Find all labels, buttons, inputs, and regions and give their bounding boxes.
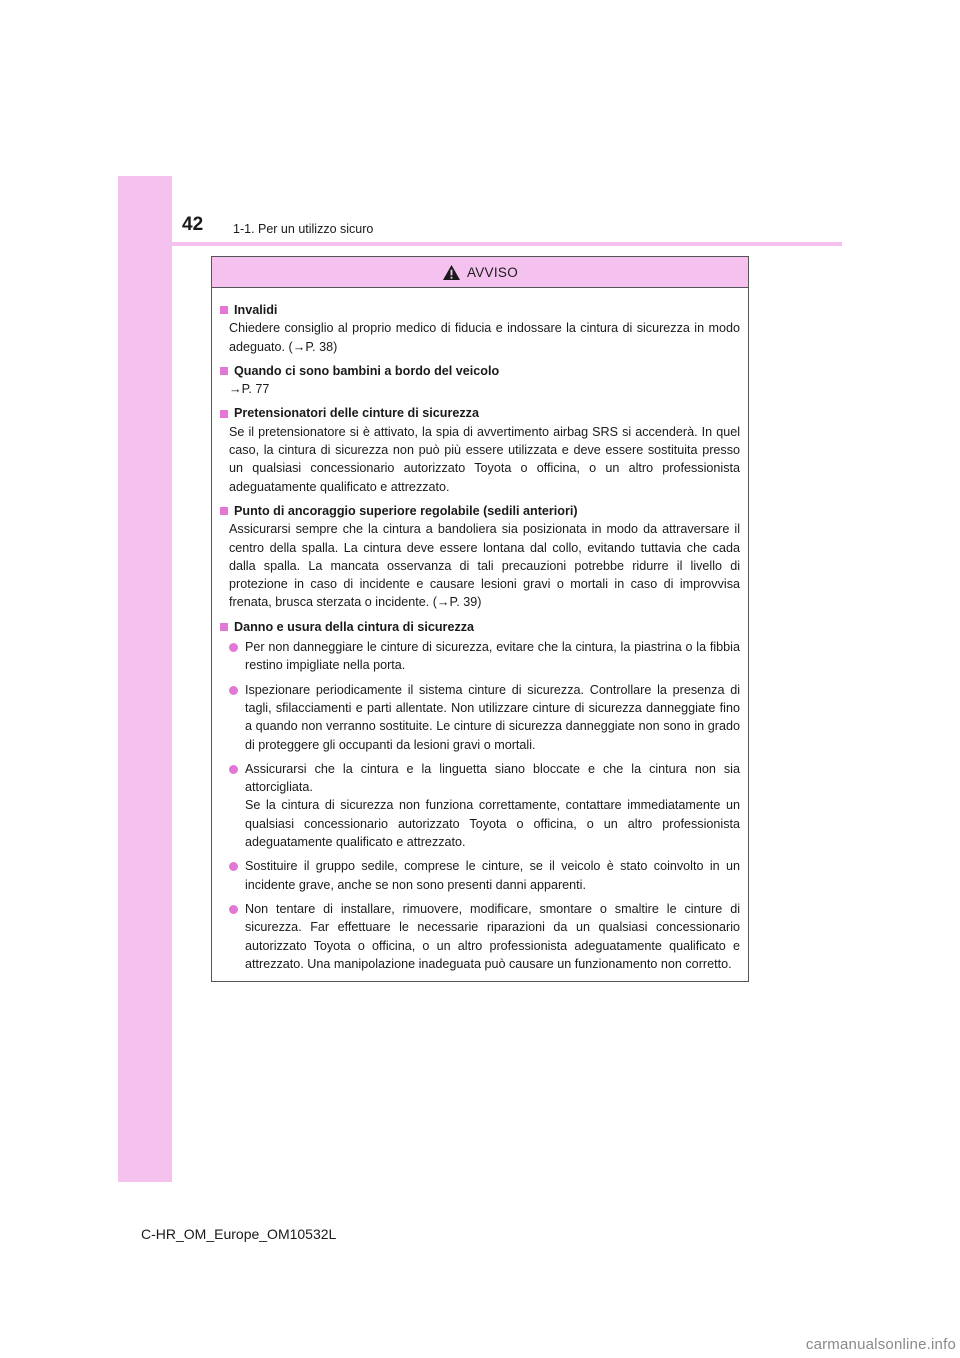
- square-bullet-icon: [220, 410, 228, 418]
- item-title: Punto di ancoraggio superiore regolabile (sedili anteriori): [234, 503, 578, 518]
- warning-item-bambini: [220, 362, 740, 399]
- round-bullet-icon: [229, 686, 238, 695]
- list-item: [220, 900, 740, 973]
- round-bullet-icon: [229, 862, 238, 871]
- bullet-text-continuation: Se la cintura di sicurezza non funziona correttamente, contattare immediatamente un qualsiasi concessionario autorizzato Toyota o officina, o un altro professionista adeguatamente qualificato e attrezzato.: [245, 798, 740, 850]
- round-bullet-icon: [229, 765, 238, 774]
- square-bullet-icon: [220, 306, 228, 314]
- warning-body: [212, 288, 748, 973]
- header-rule: [118, 242, 842, 246]
- round-bullet-icon: [229, 905, 238, 914]
- footer-doc-code: C-HR_OM_Europe_OM10532L: [141, 1226, 337, 1242]
- watermark: carmanualsonline.info: [805, 1336, 956, 1353]
- item-title: Quando ci sono bambini a bordo del veicolo: [234, 363, 500, 378]
- item-text: Se il pretensionatore si è attivato, la spia di avvertimento airbag SRS si accenderà. In quel caso, la cintura di sicurezza non può più essere utilizzata e deve essere sostituita presso un qualsiasi concessionario autorizzato Toyota o officina, o un altro professionista adeguatamente qualificato e attrezzato.: [229, 424, 740, 494]
- section-title: 1-1. Per un utilizzo sicuro: [233, 222, 374, 236]
- bullet-text: Ispezionare periodicamente il sistema cinture di sicurezza. Controllare la presenza di tagli, sfilacciamenti e parti allentate. Non utilizzare cinture di sicurezza danneggiate fino a quando non verranno sostituite. Le cinture di sicurezza danneggiate non sono in grado di proteggere gli occupanti da lesioni gravi o mortali.: [245, 682, 740, 752]
- square-bullet-icon: [220, 623, 228, 631]
- item-title: Danno e usura della cintura di sicurezza: [234, 619, 475, 634]
- item-text: Assicurarsi sempre che la cintura a bandoliera sia posizionata in modo da attraversare il centro della spalla. La cintura deve essere lontana dal collo, evitando tuttavia che cada dalla spalla. La mancata osservanza di tali precauzioni potrebbe ridurre il livello di protezione in caso di incidente e causare lesioni gravi o mortali in caso di improvvisa frenata, brusca sterzata o incidente. (→P. 39): [229, 522, 740, 610]
- warning-triangle-icon: [442, 264, 461, 281]
- square-bullet-icon: [220, 507, 228, 515]
- warning-box: [211, 256, 749, 982]
- side-accent-band: [118, 176, 172, 1182]
- page-number: 42: [182, 214, 204, 235]
- bullet-text: Sostituire il gruppo sedile, comprese le cinture, se il veicolo è stato coinvolto in un incidente grave, anche se non sono presenti danni apparenti.: [245, 859, 740, 892]
- square-bullet-icon: [220, 367, 228, 375]
- item-title: Invalidi: [234, 303, 278, 317]
- warning-title: AVVISO: [466, 264, 519, 280]
- round-bullet-icon: [229, 643, 238, 652]
- warning-item-danno: [220, 618, 740, 973]
- item-title: Pretensionatori delle cinture di sicurezza: [234, 406, 479, 421]
- warning-item-pretensionatori: [220, 404, 740, 495]
- list-item: [220, 857, 740, 894]
- warning-item-ancoraggio: [220, 502, 740, 612]
- list-item: [220, 681, 740, 754]
- warning-item-invalidi: [220, 301, 740, 356]
- bullet-text: Per non danneggiare le cinture di sicurezza, evitare che la cintura, la piastrina o la fibbia restino impigliate nella porta.: [245, 640, 740, 673]
- list-item: [220, 638, 740, 675]
- warning-header: [212, 257, 748, 288]
- bullet-text: Non tentare di installare, rimuovere, modificare, smontare o smaltire le cinture di sicurezza. Far effettuare le necessarie riparazioni da un qualsiasi concessionario autorizzato Toyota o officina, o un altro professionista adeguatamente qualificato e attrezzato. Una manipolazione inadeguata può causare un funzionamento non corretto.: [245, 901, 740, 971]
- item-text: Chiedere consiglio al proprio medico di fiducia e indossare la cintura di sicurezza in modo adeguato. (→P. 38): [229, 321, 740, 354]
- item-text: →P. 77: [229, 382, 270, 397]
- list-item: [220, 760, 740, 851]
- bullet-text: Assicurarsi che la cintura e la linguetta siano bloccate e che la cintura non sia attorcigliata.: [245, 761, 740, 795]
